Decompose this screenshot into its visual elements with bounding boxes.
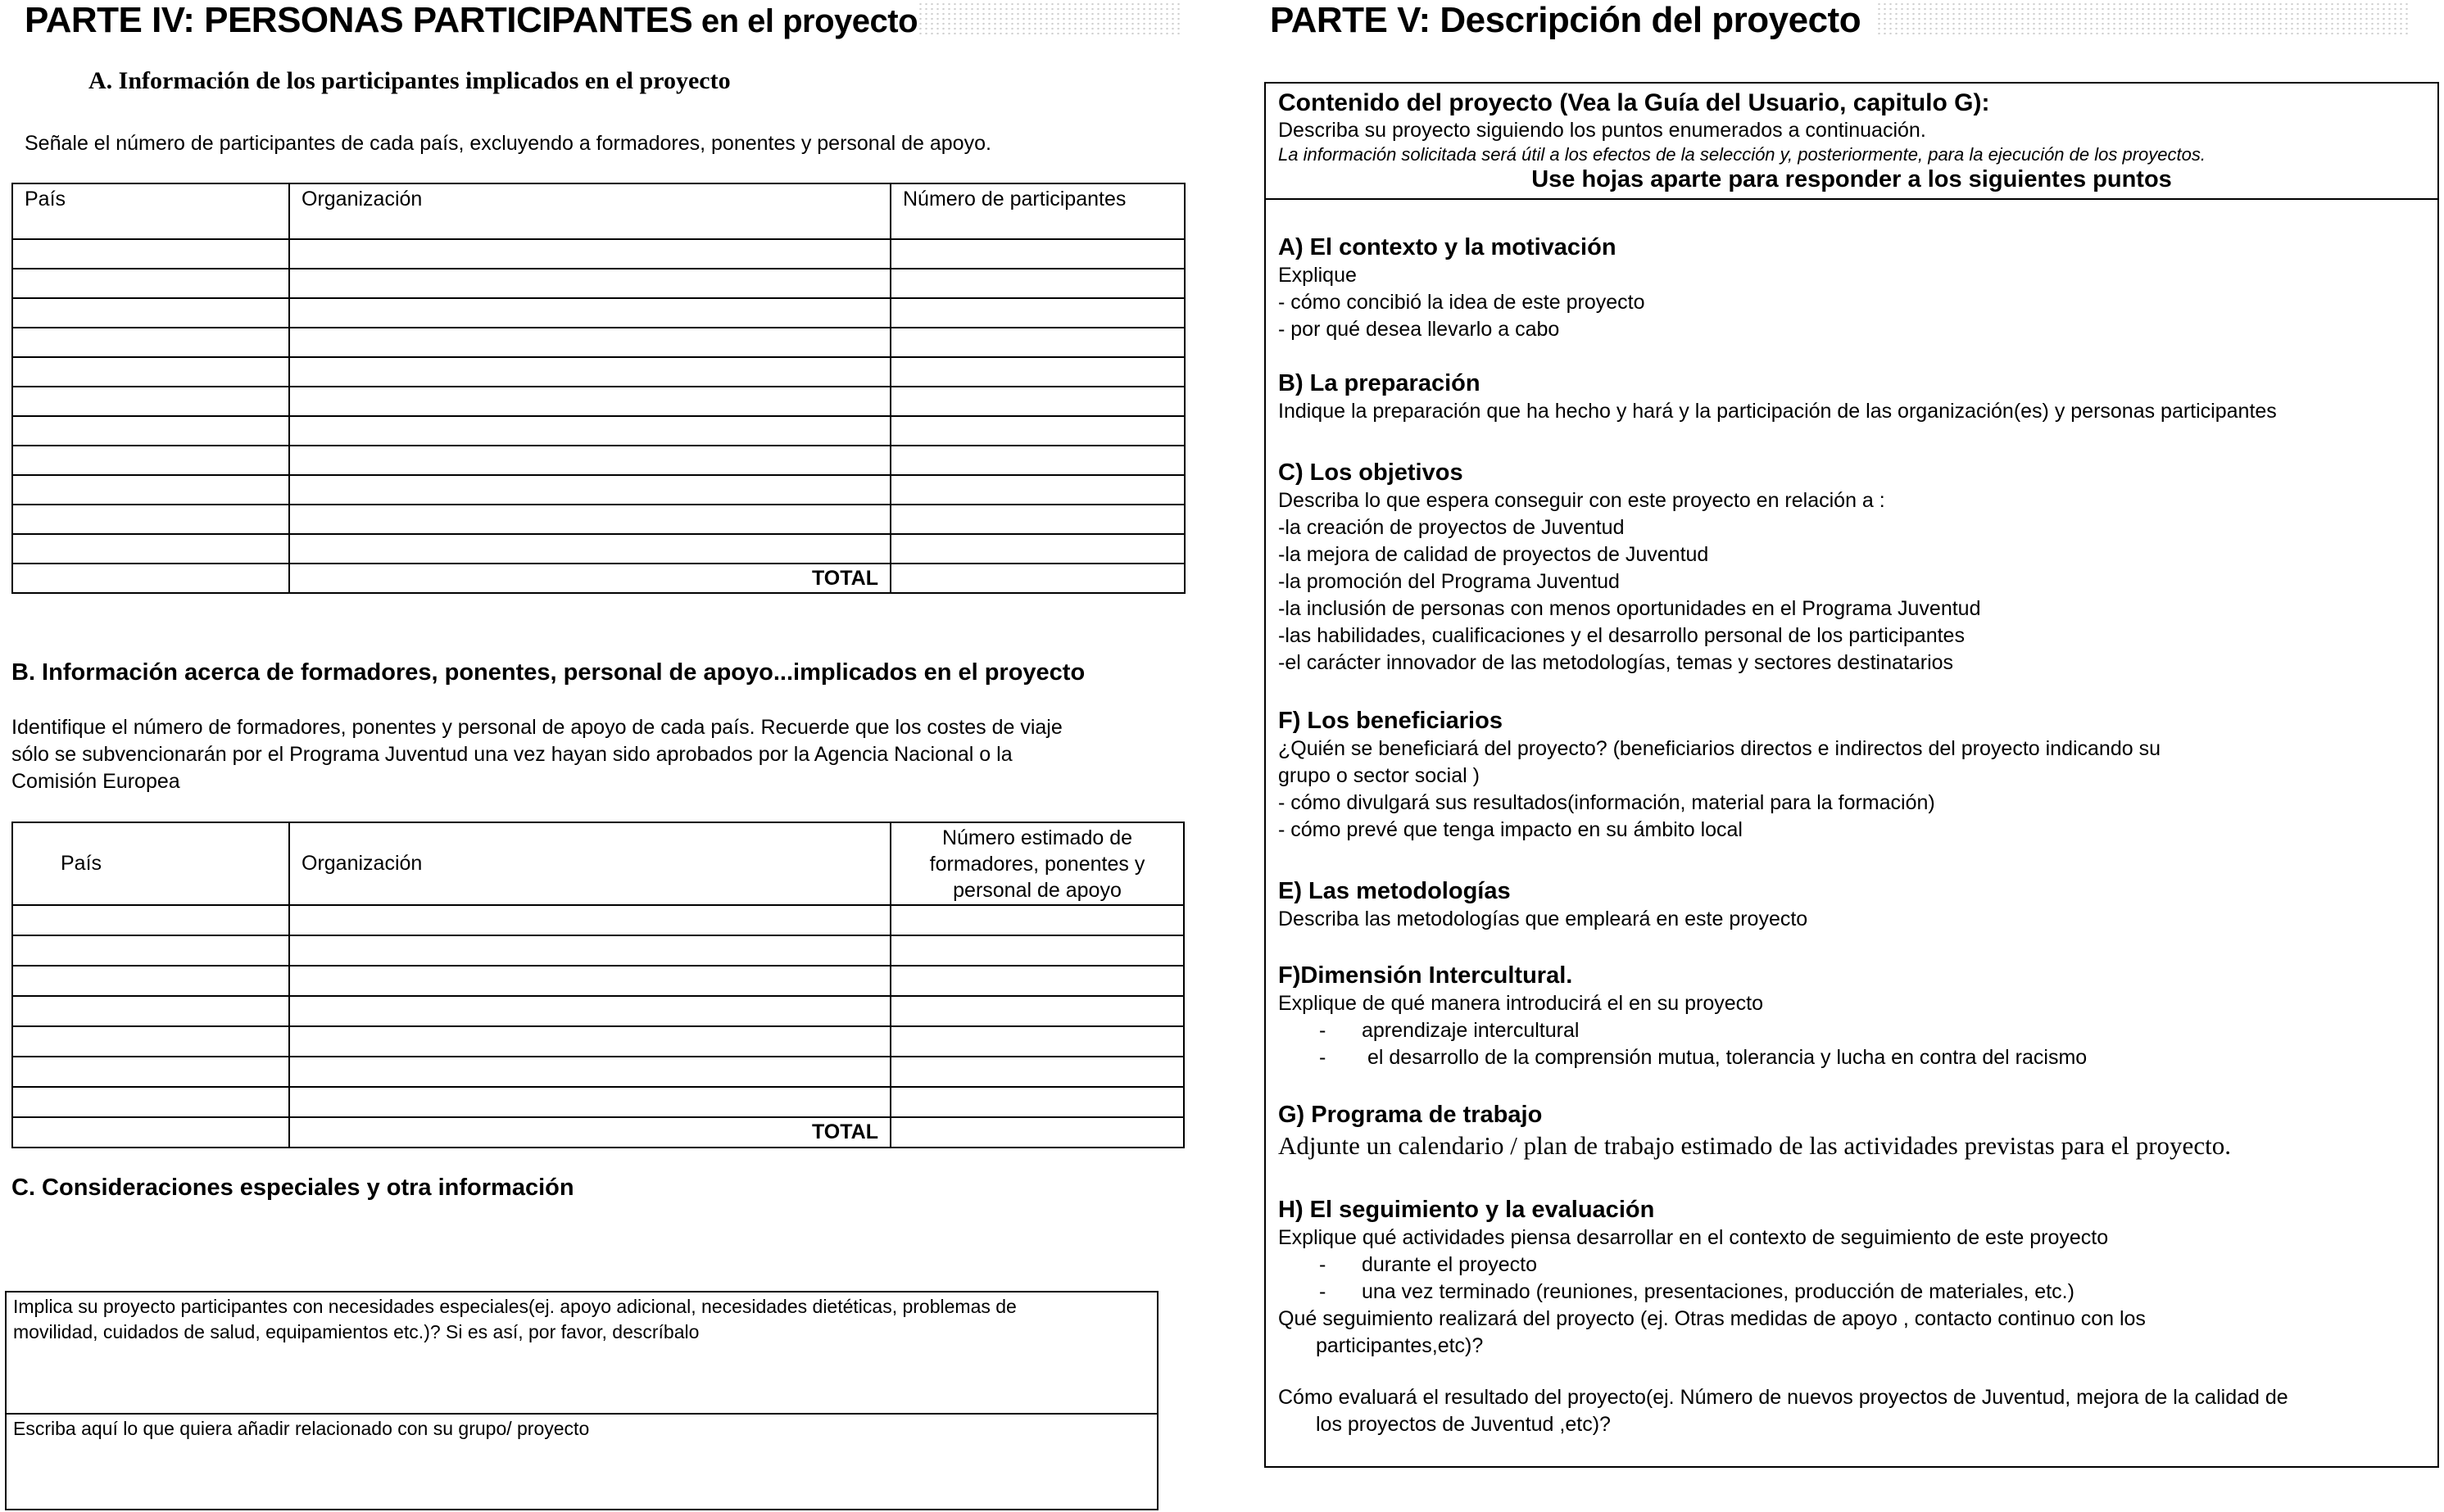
dash-bullet: - bbox=[1319, 1280, 1326, 1303]
project-header-note: La información solicitada será útil a los efectos de la selección y, posteriormente, para la ejecución de los proyectos. bbox=[1278, 144, 2206, 165]
bullet-text: durante el proyecto bbox=[1362, 1253, 1538, 1276]
bullet-item bbox=[1278, 1017, 2087, 1044]
table-cell[interactable] bbox=[12, 1087, 289, 1117]
total-label: TOTAL bbox=[289, 1117, 891, 1148]
spacer bbox=[1278, 1360, 2288, 1384]
table-cell[interactable] bbox=[891, 269, 1185, 298]
table-cell[interactable] bbox=[12, 357, 289, 387]
table-header-row bbox=[12, 822, 1184, 905]
table-cell[interactable] bbox=[891, 905, 1184, 935]
table-cell[interactable] bbox=[12, 1026, 289, 1057]
bullet-item bbox=[1278, 1044, 2087, 1071]
additional-info-text: Escriba aquí lo que quiera añadir relacionado con su grupo/ proyecto bbox=[13, 1418, 590, 1439]
table-cell[interactable] bbox=[289, 387, 891, 416]
table-cell[interactable] bbox=[891, 239, 1185, 269]
col-header-numero-estimado bbox=[891, 822, 1184, 905]
table-cell[interactable] bbox=[289, 905, 891, 935]
table-cell[interactable] bbox=[289, 446, 891, 475]
table-cell[interactable] bbox=[891, 966, 1184, 996]
table-cell[interactable] bbox=[12, 505, 289, 534]
table-header-row bbox=[12, 183, 1185, 239]
table-row[interactable] bbox=[12, 475, 1185, 505]
special-needs-line: Implica su proyecto participantes con necesidades especiales(ej. apoyo adicional, necesidades dietéticas, problemas de bbox=[13, 1296, 1017, 1317]
table-cell[interactable] bbox=[289, 1057, 891, 1087]
special-needs-text bbox=[13, 1294, 1017, 1345]
table-cell[interactable] bbox=[12, 416, 289, 446]
table-cell[interactable] bbox=[289, 1026, 891, 1057]
table-cell[interactable] bbox=[289, 357, 891, 387]
section-line: ¿Quién se beneficiará del proyecto? (beneficiarios directos e indirectos del proyecto indicando su bbox=[1278, 737, 2161, 760]
table-row[interactable] bbox=[12, 1026, 1184, 1057]
table-cell bbox=[12, 564, 289, 593]
section-line: Cómo evaluará el resultado del proyecto(ej. Número de nuevos proyectos de Juventud, mejora de la calidad de bbox=[1278, 1386, 2288, 1409]
table-cell bbox=[12, 1117, 289, 1148]
table-cell[interactable] bbox=[891, 935, 1184, 966]
table-cell[interactable] bbox=[12, 328, 289, 357]
section-heading: F)Dimensión Intercultural. bbox=[1278, 962, 1573, 989]
table-cell[interactable] bbox=[289, 534, 891, 564]
section-heading: C) Los objetivos bbox=[1278, 459, 1463, 486]
section-line: - por qué desea llevarlo a cabo bbox=[1278, 318, 1560, 341]
section-line: - cómo concibió la idea de este proyecto bbox=[1278, 291, 1645, 314]
table-row[interactable] bbox=[12, 416, 1185, 446]
col-header-line: formadores, ponentes y bbox=[929, 852, 1145, 876]
table-cell[interactable] bbox=[891, 1026, 1184, 1057]
section-line: Explique de qué manera introducirá el en su proyecto bbox=[1278, 992, 1764, 1015]
table-cell[interactable] bbox=[289, 935, 891, 966]
total-value-cell[interactable] bbox=[891, 564, 1185, 593]
table-cell[interactable] bbox=[12, 966, 289, 996]
col-header-organizacion: Organización bbox=[289, 822, 891, 905]
section-beneficiaries bbox=[1278, 706, 2161, 844]
table-row[interactable] bbox=[12, 966, 1184, 996]
section-line: -la mejora de calidad de proyectos de Juventud bbox=[1278, 543, 1709, 566]
section-line: Qué seguimiento realizará del proyecto (ej. Otras medidas de apoyo , contacto continuo con los bbox=[1278, 1307, 2146, 1330]
additional-info-box[interactable] bbox=[5, 1413, 1159, 1510]
table-cell[interactable] bbox=[891, 328, 1185, 357]
project-header-title: Contenido del proyecto (Vea la Guía del Usuario, capitulo G): bbox=[1278, 89, 1990, 116]
section-line: Describa las metodologías que empleará en este proyecto bbox=[1278, 908, 1808, 930]
table-cell[interactable] bbox=[891, 996, 1184, 1026]
table-row[interactable] bbox=[12, 935, 1184, 966]
section-work-programme bbox=[1278, 1100, 2231, 1162]
table-cell[interactable] bbox=[12, 534, 289, 564]
section-line: Adjunte un calendario / plan de trabajo estimado de las actividades previstas para el proyecto. bbox=[1278, 1131, 2231, 1160]
table-row[interactable] bbox=[12, 1087, 1184, 1117]
table-cell[interactable] bbox=[289, 416, 891, 446]
section-context bbox=[1278, 233, 1644, 343]
section-line: - cómo prevé que tenga impacto en su ámbito local bbox=[1278, 818, 1743, 841]
section-preparation bbox=[1278, 369, 2277, 425]
section-line: Indique la preparación que ha hecho y hará y la participación de las organización(es) y personas participantes bbox=[1278, 400, 2277, 423]
section-a-instruction: Señale el número de participantes de cada país, excluyendo a formadores, ponentes y personal de apoyo. bbox=[25, 132, 991, 155]
bullet-item bbox=[1278, 1252, 2288, 1279]
section-heading: F) Los beneficiarios bbox=[1278, 708, 1503, 734]
table-row[interactable] bbox=[12, 298, 1185, 328]
total-value-cell[interactable] bbox=[891, 1117, 1184, 1148]
dash-bullet: - bbox=[1319, 1046, 1326, 1069]
table-cell[interactable] bbox=[289, 1087, 891, 1117]
header-divider bbox=[1264, 198, 2439, 200]
table-cell[interactable] bbox=[289, 328, 891, 357]
table-row[interactable] bbox=[12, 996, 1184, 1026]
section-line: -la promoción del Programa Juventud bbox=[1278, 570, 1620, 593]
table-row[interactable] bbox=[12, 446, 1185, 475]
section-a-heading: A. Información de los participantes implicados en el proyecto bbox=[88, 67, 731, 94]
project-header bbox=[1278, 88, 2206, 167]
scan-noise bbox=[918, 2, 1180, 34]
total-label: TOTAL bbox=[289, 564, 891, 593]
section-heading: A) El contexto y la motivación bbox=[1278, 234, 1616, 260]
table-cell[interactable] bbox=[891, 1087, 1184, 1117]
table-cell[interactable] bbox=[12, 446, 289, 475]
table-cell[interactable] bbox=[891, 1057, 1184, 1087]
special-needs-line: movilidad, cuidados de salud, equipamientos etc.)? Si es así, por favor, descríbalo bbox=[13, 1321, 700, 1342]
table-row[interactable] bbox=[12, 1057, 1184, 1087]
dash-bullet: - bbox=[1319, 1253, 1326, 1276]
scan-noise bbox=[1876, 2, 2409, 34]
section-line: -el carácter innovador de las metodologías, temas y sectores destinatarios bbox=[1278, 651, 1954, 674]
bullet-item bbox=[1278, 1279, 2288, 1306]
project-header-instruction: Use hojas aparte para responder a los siguientes puntos bbox=[1531, 166, 2172, 192]
table-cell[interactable] bbox=[12, 996, 289, 1026]
section-line: grupo o sector social ) bbox=[1278, 764, 1480, 787]
table-row[interactable] bbox=[12, 269, 1185, 298]
col-header-line: Número estimado de bbox=[941, 826, 1133, 849]
table-cell[interactable] bbox=[12, 298, 289, 328]
section-heading: E) Las metodologías bbox=[1278, 878, 1511, 904]
table-cell[interactable] bbox=[289, 269, 891, 298]
table-cell[interactable] bbox=[12, 269, 289, 298]
section-line: Describa lo que espera conseguir con este proyecto en relación a : bbox=[1278, 489, 1885, 512]
section-b-heading: B. Información acerca de formadores, ponentes, personal de apoyo...implicados en el proyecto bbox=[11, 659, 1086, 686]
col-header-line: personal de apoyo bbox=[953, 878, 1122, 902]
table-row[interactable] bbox=[12, 534, 1185, 564]
table-row[interactable] bbox=[12, 239, 1185, 269]
table-cell[interactable] bbox=[12, 387, 289, 416]
table-cell[interactable] bbox=[289, 475, 891, 505]
table-cell[interactable] bbox=[891, 298, 1185, 328]
table-row[interactable] bbox=[12, 357, 1185, 387]
participants-table bbox=[11, 183, 1186, 594]
section-heading: B) La preparación bbox=[1278, 370, 1480, 396]
table-cell[interactable] bbox=[891, 534, 1185, 564]
table-cell[interactable] bbox=[289, 505, 891, 534]
section-line: los proyectos de Juventud ,etc)? bbox=[1316, 1413, 1611, 1436]
table-total-row bbox=[12, 564, 1185, 593]
section-line: -la inclusión de personas con menos oportunidades en el Programa Juventud bbox=[1278, 597, 1981, 620]
table-row[interactable] bbox=[12, 328, 1185, 357]
table-cell[interactable] bbox=[891, 357, 1185, 387]
section-line: participantes,etc)? bbox=[1316, 1334, 1484, 1357]
project-header-desc: Describa su proyecto siguiendo los puntos enumerados a continuación. bbox=[1278, 119, 1926, 142]
table-cell[interactable] bbox=[289, 966, 891, 996]
table-cell[interactable] bbox=[891, 416, 1185, 446]
part-iv-title bbox=[25, 0, 918, 41]
section-evaluation bbox=[1278, 1195, 2288, 1438]
col-header-numero: Número de participantes bbox=[891, 183, 1185, 239]
part-v-title: PARTE V: Descripción del proyecto bbox=[1270, 0, 1861, 40]
section-b-text-3: Comisión Europea bbox=[11, 770, 180, 793]
table-cell[interactable] bbox=[12, 475, 289, 505]
col-header-organizacion: Organización bbox=[289, 183, 891, 239]
table-cell[interactable] bbox=[289, 996, 891, 1026]
trainers-table bbox=[11, 822, 1185, 1148]
section-line: - cómo divulgará sus resultados(información, material para la formación) bbox=[1278, 791, 1935, 814]
col-header-pais: País bbox=[12, 822, 289, 905]
col-header-pais: País bbox=[12, 183, 289, 239]
section-line: -la creación de proyectos de Juventud bbox=[1278, 516, 1625, 539]
section-methodologies bbox=[1278, 876, 1807, 933]
table-row[interactable] bbox=[12, 905, 1184, 935]
dash-bullet: - bbox=[1319, 1019, 1326, 1042]
table-cell[interactable] bbox=[289, 298, 891, 328]
bullet-text: aprendizaje intercultural bbox=[1362, 1019, 1580, 1042]
table-row[interactable] bbox=[12, 505, 1185, 534]
section-c-heading: C. Consideraciones especiales y otra información bbox=[11, 1175, 574, 1201]
table-cell[interactable] bbox=[891, 446, 1185, 475]
section-intercultural bbox=[1278, 961, 2087, 1071]
table-cell[interactable] bbox=[289, 239, 891, 269]
part-iv-title-rest: en el proyecto bbox=[692, 3, 918, 39]
bullet-text: el desarrollo de la comprensión mutua, tolerancia y lucha en contra del racismo bbox=[1362, 1046, 2088, 1069]
section-line: Explique bbox=[1278, 264, 1357, 287]
section-heading: H) El seguimiento y la evaluación bbox=[1278, 1197, 1655, 1223]
table-total-row bbox=[12, 1117, 1184, 1148]
part-iv-title-bold: PARTE IV: PERSONAS PARTICIPANTES bbox=[25, 0, 693, 40]
table-row[interactable] bbox=[12, 387, 1185, 416]
section-b-text-1: Identifique el número de formadores, ponentes y personal de apoyo de cada país. Recuerde que los costes de viaje bbox=[11, 716, 1063, 739]
special-needs-box[interactable] bbox=[5, 1291, 1159, 1415]
table-cell[interactable] bbox=[891, 475, 1185, 505]
table-cell[interactable] bbox=[12, 1057, 289, 1087]
section-objectives bbox=[1278, 458, 1980, 677]
section-heading: G) Programa de trabajo bbox=[1278, 1102, 1543, 1128]
bullet-text: una vez terminado (reuniones, presentaciones, producción de materiales, etc.) bbox=[1362, 1280, 2074, 1303]
section-b-text-2: sólo se subvencionarán por el Programa Juventud una vez hayan sido aprobados por la Agencia Nacional o la bbox=[11, 743, 1013, 766]
table-cell[interactable] bbox=[12, 239, 289, 269]
section-line: -las habilidades, cualificaciones y el desarrollo personal de los participantes bbox=[1278, 624, 1965, 647]
table-cell[interactable] bbox=[891, 387, 1185, 416]
table-cell[interactable] bbox=[12, 935, 289, 966]
table-cell[interactable] bbox=[12, 905, 289, 935]
table-cell[interactable] bbox=[891, 505, 1185, 534]
section-line: Explique qué actividades piensa desarrollar en el contexto de seguimiento de este proyecto bbox=[1278, 1226, 2109, 1249]
